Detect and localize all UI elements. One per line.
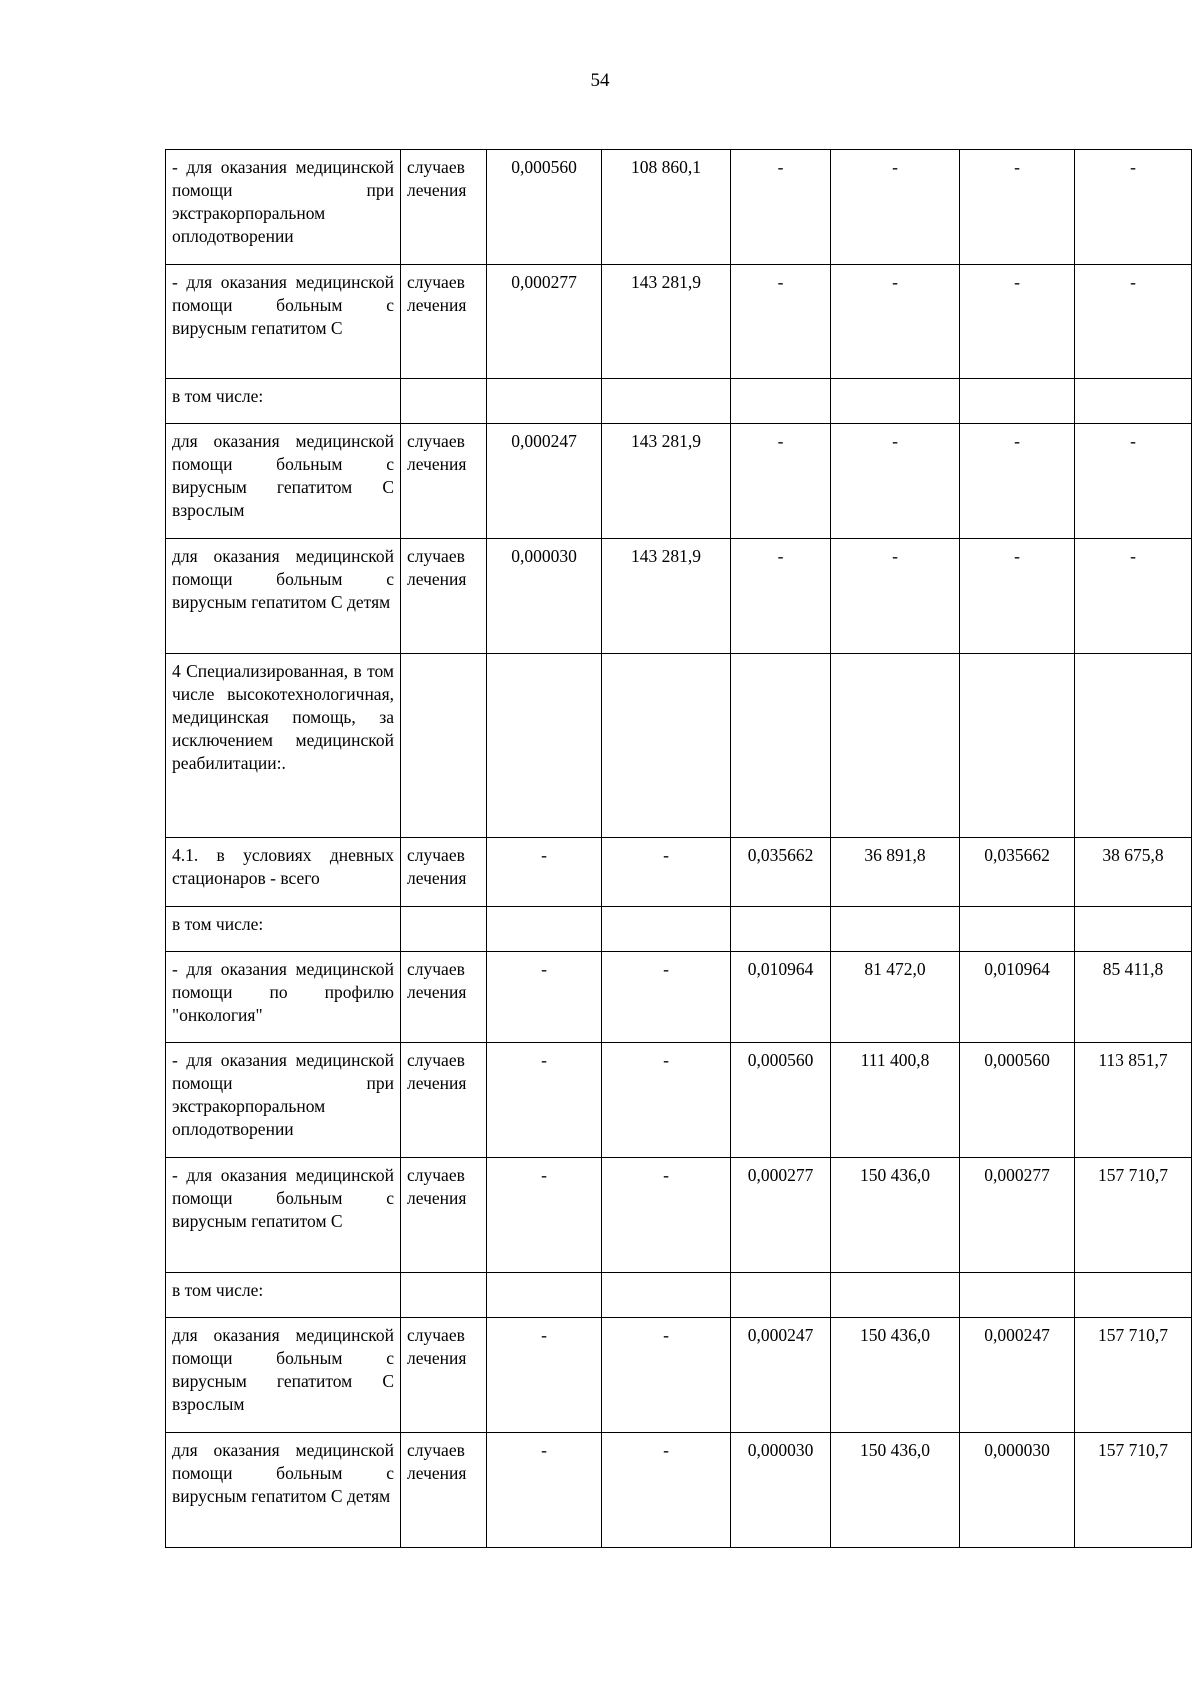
value-cell-6 xyxy=(1075,1273,1192,1318)
value-cell-4: - xyxy=(831,424,960,539)
unit-cell: случаев лечения xyxy=(401,424,487,539)
row-name-cell: для оказания медицинской помощи больным с вирусным гепатитом С детям xyxy=(166,539,401,654)
unit-cell: случаев лечения xyxy=(401,539,487,654)
row-name-cell: 4.1. в условиях дневных стационаров - всего xyxy=(166,838,401,907)
value-cell-5: - xyxy=(960,424,1075,539)
value-cell-4: 150 436,0 xyxy=(831,1158,960,1273)
value-cell-6: 38 675,8 xyxy=(1075,838,1192,907)
value-cell-4: 81 472,0 xyxy=(831,952,960,1043)
table-row xyxy=(166,1158,1192,1273)
value-cell-2: 143 281,9 xyxy=(602,424,731,539)
row-name-cell: для оказания медицинской помощи больным с вирусным гепатитом С взрослым xyxy=(166,424,401,539)
table-row xyxy=(166,539,1192,654)
unit-cell xyxy=(401,379,487,424)
value-cell-6 xyxy=(1075,907,1192,952)
value-cell-5: 0,000247 xyxy=(960,1318,1075,1433)
value-cell-4 xyxy=(831,907,960,952)
unit-cell: случаев лечения xyxy=(401,265,487,379)
value-cell-1: 0,000277 xyxy=(487,265,602,379)
value-cell-3: 0,000030 xyxy=(731,1433,831,1548)
value-cell-4 xyxy=(831,654,960,838)
value-cell-1: - xyxy=(487,1043,602,1158)
value-cell-2: - xyxy=(602,952,731,1043)
value-cell-6: - xyxy=(1075,424,1192,539)
value-cell-2 xyxy=(602,654,731,838)
unit-cell: случаев лечения xyxy=(401,1433,487,1548)
value-cell-4: - xyxy=(831,539,960,654)
value-cell-2: - xyxy=(602,838,731,907)
row-name-cell: - для оказания медицинской помощи при экстракорпоральном оплодотворении xyxy=(166,1043,401,1158)
value-cell-3: 0,000247 xyxy=(731,1318,831,1433)
value-cell-3: 0,035662 xyxy=(731,838,831,907)
value-cell-6: 113 851,7 xyxy=(1075,1043,1192,1158)
page-number: 54 xyxy=(590,70,610,91)
row-name-cell: в том числе: xyxy=(166,1273,401,1318)
value-cell-6: - xyxy=(1075,265,1192,379)
value-cell-1: 0,000247 xyxy=(487,424,602,539)
value-cell-2 xyxy=(602,379,731,424)
value-cell-1 xyxy=(487,654,602,838)
unit-cell xyxy=(401,654,487,838)
value-cell-5: - xyxy=(960,539,1075,654)
value-cell-5: 0,000030 xyxy=(960,1433,1075,1548)
value-cell-1: 0,000030 xyxy=(487,539,602,654)
value-cell-4: 111 400,8 xyxy=(831,1043,960,1158)
value-cell-6: 157 710,7 xyxy=(1075,1318,1192,1433)
value-cell-3 xyxy=(731,1273,831,1318)
value-cell-1: - xyxy=(487,1158,602,1273)
table-row xyxy=(166,265,1192,379)
value-cell-2: - xyxy=(602,1158,731,1273)
value-cell-2: 108 860,1 xyxy=(602,150,731,265)
value-cell-1: - xyxy=(487,838,602,907)
value-cell-1: - xyxy=(487,952,602,1043)
value-cell-3 xyxy=(731,654,831,838)
row-name-cell: для оказания медицинской помощи больным с вирусным гепатитом С детям xyxy=(166,1433,401,1548)
table-row xyxy=(166,379,1192,424)
table-row xyxy=(166,424,1192,539)
value-cell-5: 0,000277 xyxy=(960,1158,1075,1273)
value-cell-6: - xyxy=(1075,539,1192,654)
value-cell-5: 0,000560 xyxy=(960,1043,1075,1158)
table-row xyxy=(166,1318,1192,1433)
unit-cell: случаев лечения xyxy=(401,838,487,907)
value-cell-3: - xyxy=(731,424,831,539)
value-cell-2 xyxy=(602,907,731,952)
row-name-cell: 4 Специализированная, в том числе высокотехнологичная, медицинская помощь, за исключением медицинской реабилитации:. xyxy=(166,654,401,838)
value-cell-4: 150 436,0 xyxy=(831,1318,960,1433)
value-cell-3: - xyxy=(731,150,831,265)
value-cell-5: 0,010964 xyxy=(960,952,1075,1043)
value-cell-5 xyxy=(960,654,1075,838)
value-cell-2: 143 281,9 xyxy=(602,539,731,654)
unit-cell: случаев лечения xyxy=(401,1318,487,1433)
value-cell-1: 0,000560 xyxy=(487,150,602,265)
value-cell-5: 0,035662 xyxy=(960,838,1075,907)
data-table xyxy=(165,149,1192,1548)
unit-cell xyxy=(401,1273,487,1318)
row-name-cell: в том числе: xyxy=(166,907,401,952)
value-cell-3 xyxy=(731,379,831,424)
value-cell-4 xyxy=(831,379,960,424)
value-cell-4: 36 891,8 xyxy=(831,838,960,907)
table-row xyxy=(166,952,1192,1043)
table-row xyxy=(166,838,1192,907)
value-cell-5 xyxy=(960,907,1075,952)
table-row xyxy=(166,1043,1192,1158)
table-row xyxy=(166,654,1192,838)
value-cell-2: - xyxy=(602,1433,731,1548)
value-cell-4: - xyxy=(831,150,960,265)
value-cell-6 xyxy=(1075,654,1192,838)
row-name-cell: в том числе: xyxy=(166,379,401,424)
unit-cell: случаев лечения xyxy=(401,952,487,1043)
row-name-cell: - для оказания медицинской помощи при экстракорпоральном оплодотворении xyxy=(166,150,401,265)
row-name-cell: - для оказания медицинской помощи больным с вирусным гепатитом С xyxy=(166,1158,401,1273)
value-cell-1 xyxy=(487,1273,602,1318)
value-cell-5: - xyxy=(960,150,1075,265)
value-cell-3: 0,000277 xyxy=(731,1158,831,1273)
value-cell-3 xyxy=(731,907,831,952)
unit-cell: случаев лечения xyxy=(401,150,487,265)
row-name-cell: - для оказания медицинской помощи больным с вирусным гепатитом С xyxy=(166,265,401,379)
value-cell-1 xyxy=(487,907,602,952)
value-cell-3: - xyxy=(731,265,831,379)
value-cell-4 xyxy=(831,1273,960,1318)
table-row xyxy=(166,150,1192,265)
table-body xyxy=(166,150,1192,1548)
value-cell-6: 85 411,8 xyxy=(1075,952,1192,1043)
value-cell-2 xyxy=(602,1273,731,1318)
value-cell-6 xyxy=(1075,379,1192,424)
value-cell-2: - xyxy=(602,1043,731,1158)
value-cell-2: 143 281,9 xyxy=(602,265,731,379)
value-cell-1 xyxy=(487,379,602,424)
unit-cell xyxy=(401,907,487,952)
value-cell-5 xyxy=(960,1273,1075,1318)
unit-cell: случаев лечения xyxy=(401,1158,487,1273)
value-cell-6: 157 710,7 xyxy=(1075,1158,1192,1273)
row-name-cell: для оказания медицинской помощи больным с вирусным гепатитом С взрослым xyxy=(166,1318,401,1433)
value-cell-3: - xyxy=(731,539,831,654)
table-row xyxy=(166,1273,1192,1318)
unit-cell: случаев лечения xyxy=(401,1043,487,1158)
table-row xyxy=(166,1433,1192,1548)
value-cell-3: 0,010964 xyxy=(731,952,831,1043)
value-cell-1: - xyxy=(487,1318,602,1433)
value-cell-2: - xyxy=(602,1318,731,1433)
value-cell-5 xyxy=(960,379,1075,424)
row-name-cell: - для оказания медицинской помощи по профилю "онкология" xyxy=(166,952,401,1043)
value-cell-6: 157 710,7 xyxy=(1075,1433,1192,1548)
value-cell-1: - xyxy=(487,1433,602,1548)
value-cell-4: 150 436,0 xyxy=(831,1433,960,1548)
value-cell-5: - xyxy=(960,265,1075,379)
table-row xyxy=(166,907,1192,952)
value-cell-4: - xyxy=(831,265,960,379)
value-cell-6: - xyxy=(1075,150,1192,265)
value-cell-3: 0,000560 xyxy=(731,1043,831,1158)
